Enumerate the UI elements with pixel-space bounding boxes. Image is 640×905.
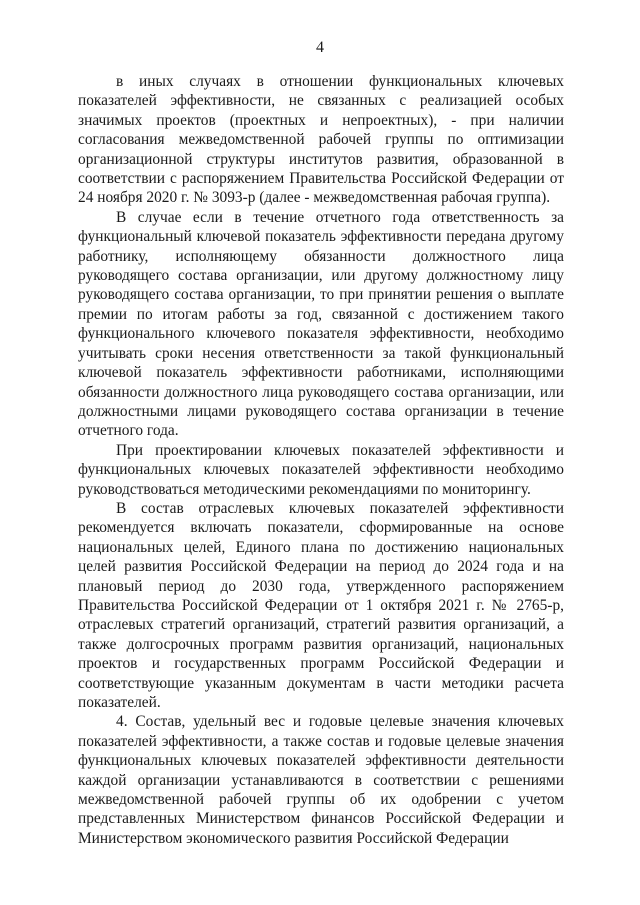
page-number: 4 [316,39,324,56]
paragraph-5: 4. Состав, удельный вес и годовые целевые значения ключевых показателей эффективности, а также состав и годовые целевые значения функциональных ключевых показателей эффективности деятельности каждой организации устанавливаются в соответствии с решениями межведомственной рабочей группы об их одобрении с учетом представленных Министерством финансов Российской Федерации и Министерством экономического развития Российской Федерации [78,713,564,847]
paragraph-2: В случае если в течение отчетного года ответственность за функциональный ключевой показатель эффективности передана другому работнику, исполняющему обязанности должностного лица руководящего состава организации, или другому должностному лицу руководящего состава организации, то при принятии решения о выплате премии по итогам работы за год, связанной с достижением такого функционального ключевого показателя эффективности, необходимо учитывать сроки несения ответственности за такой функциональный ключевой показатель эффективности работниками, исполняющими обязанности должностного лица руководящего состава организации, или должностными лицами руководящего состава организации в течение отчетного года. [78,208,564,440]
document-body [78,72,564,848]
paragraph-1: в иных случаях в отношении функциональных ключевых показателей эффективности, не связанных с реализацией особых значимых проектов (проектных и непроектных), - при наличии согласования межведомственной рабочей группы по оптимизации организационной структуры институтов развития, образованной в соответствии с распоряжением Правительства Российской Федерации от 24 ноября 2020 г. № 3093-р (далее - межведомственная рабочая группа). [78,73,564,207]
paragraph-4: В состав отраслевых ключевых показателей эффективности рекомендуется включать показатели, сформированные на основе национальных целей, Единого плана по достижению национальных целей развития Российской Федерации на период до 2024 года и на плановый период до 2030 года, утвержденного распоряжением Правительства Российской Федерации от 1 октября 2021 г. № 2765-р, отраслевых стратегий организаций, стратегий развития организаций, а также долгосрочных программ развития организаций, национальных проектов и государственных программ Российской Федерации и соответствующие указанным документам в части методики расчета показателей. [78,499,564,711]
paragraph-3: При проектировании ключевых показателей эффективности и функциональных ключевых показателей эффективности необходимо руководствоваться методическими рекомендациями по мониторингу. [78,441,564,498]
